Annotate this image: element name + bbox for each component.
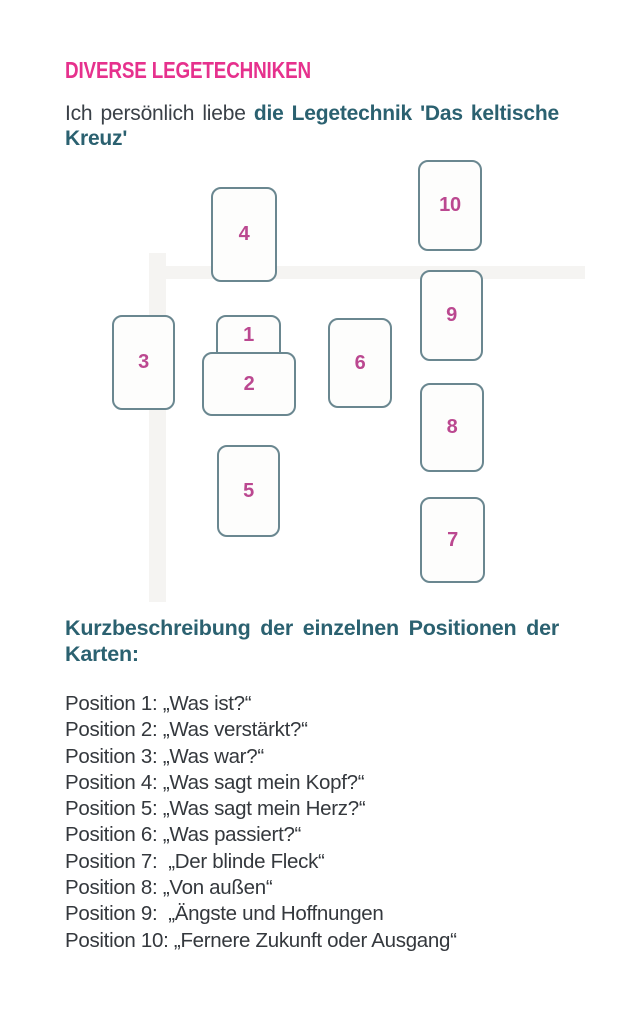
- card-7-number: 7: [447, 528, 458, 551]
- card-8-number: 8: [446, 416, 458, 438]
- intro-plain-text: Ich persönlich liebe: [65, 102, 246, 125]
- card-5-number: 5: [243, 479, 254, 502]
- intro-line-1: [65, 101, 559, 126]
- intro-highlight-text-2: Kreuz': [65, 127, 128, 150]
- watermark-stripe-vertical: [149, 253, 166, 602]
- position-item-8: Position 8: „Von außen“: [65, 876, 273, 900]
- card-position-10: [418, 160, 482, 251]
- descriptions-heading-line-1: Kurzbeschreibung der einzelnen Positionen der: [65, 616, 559, 640]
- intro-line-2: [65, 126, 559, 151]
- intro-highlight-text: die Legetechnik 'Das keltische: [253, 102, 559, 125]
- card-6-number: 6: [354, 351, 366, 374]
- card-10-number: 10: [439, 194, 461, 216]
- position-item-4: Position 4: „Was sagt mein Kopf?“: [65, 770, 365, 794]
- card-position-7: [420, 497, 485, 583]
- position-item-2: Position 2: „Was verstärkt?“: [65, 718, 308, 742]
- position-item-9: Position 9: „Ängste und Hoffnungen: [65, 902, 384, 926]
- card-position-3: [112, 315, 175, 410]
- card-2-number: 2: [243, 372, 255, 395]
- positions-list: [65, 691, 457, 954]
- intro-paragraph: [65, 101, 559, 151]
- page-title: DIVERSE LEGETECHNIKEN: [65, 57, 311, 83]
- descriptions-heading-line-2: Karten:: [65, 642, 139, 666]
- card-position-8: [420, 383, 484, 472]
- card-position-5: [217, 445, 280, 537]
- card-3-number: 3: [138, 351, 149, 373]
- position-item-7: Position 7: „Der blinde Fleck“: [65, 849, 325, 873]
- card-position-2: [202, 352, 296, 416]
- card-position-9: [420, 270, 483, 361]
- card-1-number: 1: [243, 324, 254, 346]
- position-item-10: Position 10: „Fernere Zukunft oder Ausgang“: [65, 928, 457, 952]
- position-item-1: Position 1: „Was ist?“: [65, 692, 252, 715]
- card-position-6: [328, 318, 392, 408]
- card-4-number: 4: [238, 223, 250, 245]
- position-item-6: Position 6: „Was passiert?“: [65, 823, 302, 847]
- card-position-4: [211, 187, 277, 282]
- position-item-5: Position 5: „Was sagt mein Herz?“: [65, 797, 366, 821]
- card-9-number: 9: [446, 304, 457, 326]
- descriptions-heading: [65, 615, 559, 667]
- position-item-3: Position 3: „Was war?“: [65, 744, 264, 768]
